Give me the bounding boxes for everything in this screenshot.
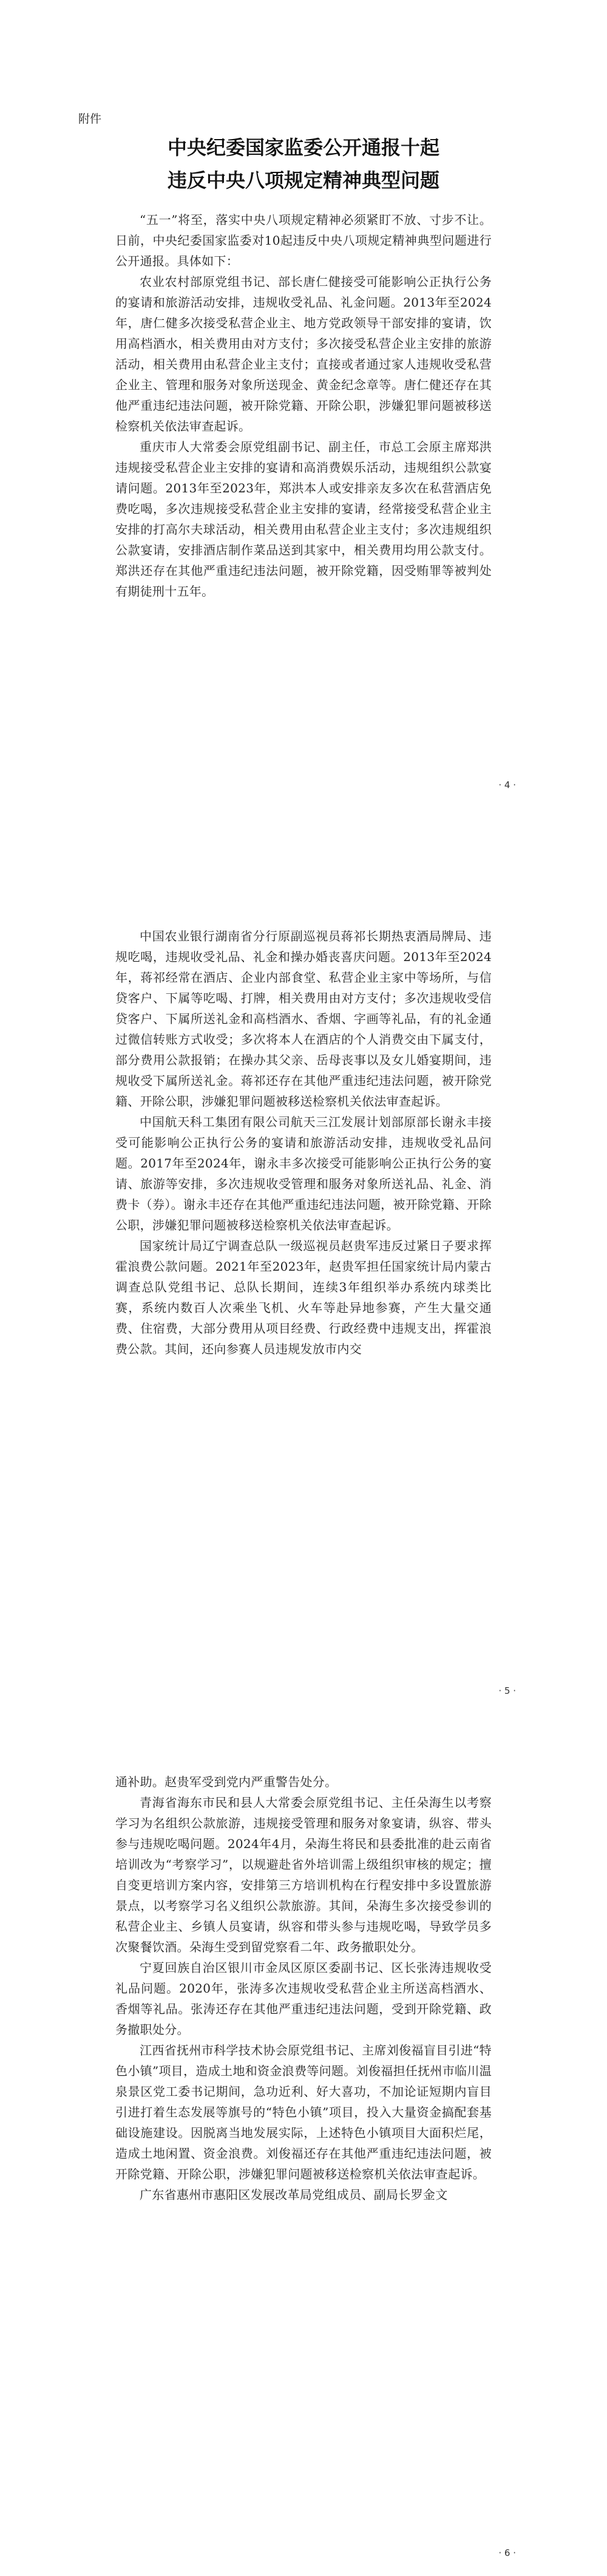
document-title-line-2: 违反中央八项规定精神典型问题 <box>167 169 439 192</box>
paragraph: 通补助。赵贵军受到党内严重警告处分。 <box>115 1775 337 1789</box>
page-number: · 4 · <box>498 780 516 790</box>
page-1-body <box>115 209 492 602</box>
page-2-body <box>115 926 492 1359</box>
paragraph: 青海省海东市民和县人大常委会原党组书记、主任朵海生以考察学习为名组织公款旅游，违规接受管理和服务对象宴请，纵容、带头参与违规吃喝问题。2024年4月，朵海生将民和县委批准的赴云南省培训改为“考察学习”，以规避赴省外培训需上级组织审核的规定；擅自变更培训方案内容，安排第三方培训机构在行程安排中多设置旅游景点，以考察学习名义组织公款旅游。其间，朵海生多次接受参训的私营企业主、乡镇人员宴请，纵容和带头参与违规吃喝，导致学员多次聚餐饮酒。朵海生受到留党察看二年、政务撤职处分。 <box>115 1795 492 1954</box>
page-1 <box>0 0 607 807</box>
paragraph: “五一”将至，落实中央八项规定精神必须紧盯不放、寸步不让。日前，中央纪委国家监委对10起违反中央八项规定精神典型问题进行公开通报。具体如下： <box>115 212 492 268</box>
paragraph: 江西省抚州市科学技术协会原党组书记、主席刘俊福盲目引进“特色小镇”项目，造成土地和资金浪费等问题。刘俊福担任抚州市临川温泉景区党工委书记期间，急功近利、好大喜功，不加论证短期内盲目引进打着生态发展等旗号的“特色小镇”项目，投入大量资金搞配套基础设施建设。因脱离当地发展实际，上述特色小镇项目大面积烂尾，造成土地闲置、资金浪费。刘俊福还存在其他严重违纪违法问题，被开除党籍、开除公职，涉嫌犯罪问题被移送检察机关依法审查起诉。 <box>115 2043 492 2181</box>
paragraph: 重庆市人大常委会原党组副书记、副主任，市总工会原主席郑洪违规接受私营企业主安排的宴请和高消费娱乐活动，违规组织公款宴请问题。2013年至2023年，郑洪本人或安排亲友多次在私营酒店免费吃喝，多次违规接受私营企业主安排的宴请，经常接受私营企业主安排的打高尔夫球活动，相关费用由私营企业主支付；多次违规组织公款宴请，安排酒店制作菜品送到其家中，相关费用均用公款支付。郑洪还存在其他严重违纪违法问题，被开除党籍，因受贿罪等被判处有期徒刑十五年。 <box>115 440 492 599</box>
page-2 <box>0 859 607 1709</box>
paragraph: 中国农业银行湖南省分行原副巡视员蒋祁长期热衷酒局牌局、违规吃喝，违规收受礼品、礼金和操办婚丧喜庆问题。2013年至2024年，蒋祁经常在酒店、企业内部食堂、私营企业主家中等场所，与信贷客户、下属等吃喝、打牌，相关费用由对方支付；多次违规收受信贷客户、下属所送礼金和高档酒水、香烟、字画等礼品，有的礼金通过微信转账方式收受；多次将本人在酒店的个人消费交由下属支付，部分费用公款报销；在操办其父亲、岳母丧事以及女儿婚宴期间，违规收受下属所送礼金。蒋祁还存在其他严重违纪违法问题，被开除党籍、开除公职，涉嫌犯罪问题被移送检察机关依法审查起诉。 <box>115 929 492 1109</box>
page-3-body <box>115 1772 492 2205</box>
page-number: · 5 · <box>498 1685 516 1696</box>
page-3 <box>0 1718 607 2576</box>
page-number: · 6 · <box>498 2547 516 2558</box>
attachment-label: 附件 <box>78 112 102 126</box>
paragraph: 宁夏回族自治区银川市金凤区原区委副书记、区长张涛违规收受礼品问题。2020年，张涛多次违规收受私营企业主所送高档酒水、香烟等礼品。张涛还存在其他严重违纪违法问题，受到开除党籍、政务撤职处分。 <box>115 1960 492 2037</box>
document-title-line-1: 中央纪委国家监委公开通报十起 <box>167 136 439 159</box>
paragraph: 国家统计局辽宁调查总队一级巡视员赵贵军违反过紧日子要求挥霍浪费公款问题。2021年至2023年，赵贵军担任国家统计局内蒙古调查总队党组书记、总队长期间，连续3年组织举办系统内球类比赛，系统内数百人次乘坐飞机、火车等赴异地参赛，产生大量交通费、住宿费，大部分费用从项目经费、行政经费中违规支出，挥霍浪费公款。其间，还向参赛人员违规发放市内交 <box>115 1239 492 1356</box>
paragraph: 农业农村部原党组书记、部长唐仁健接受可能影响公正执行公务的宴请和旅游活动安排，违规收受礼品、礼金问题。2013年至2024年，唐仁健多次接受私营企业主、地方党政领导干部安排的宴请，饮用高档酒水，相关费用由对方支付；多次接受私营企业主安排的旅游活动，相关费用由私营企业主支付；直接或者通过家人违规收受私营企业主、管理和服务对象所送现金、黄金纪念章等。唐仁健还存在其他严重违纪违法问题，被开除党籍、开除公职，涉嫌犯罪问题被移送检察机关依法审查起诉。 <box>115 274 492 433</box>
paragraph: 广东省惠州市惠阳区发展改革局党组成员、副局长罗金文 <box>140 2187 448 2202</box>
paragraph: 中国航天科工集团有限公司航天三江发展计划部原部长谢永丰接受可能影响公正执行公务的宴请和旅游活动安排，违规收受礼品问题。2017年至2024年，谢永丰多次接受可能影响公正执行公务的宴请、旅游等安排，多次违规收受管理和服务对象所送礼品、礼金、消费卡（券）。谢永丰还存在其他严重违纪违法问题，被开除党籍、开除公职，涉嫌犯罪问题被移送检察机关依法审查起诉。 <box>115 1115 492 1232</box>
